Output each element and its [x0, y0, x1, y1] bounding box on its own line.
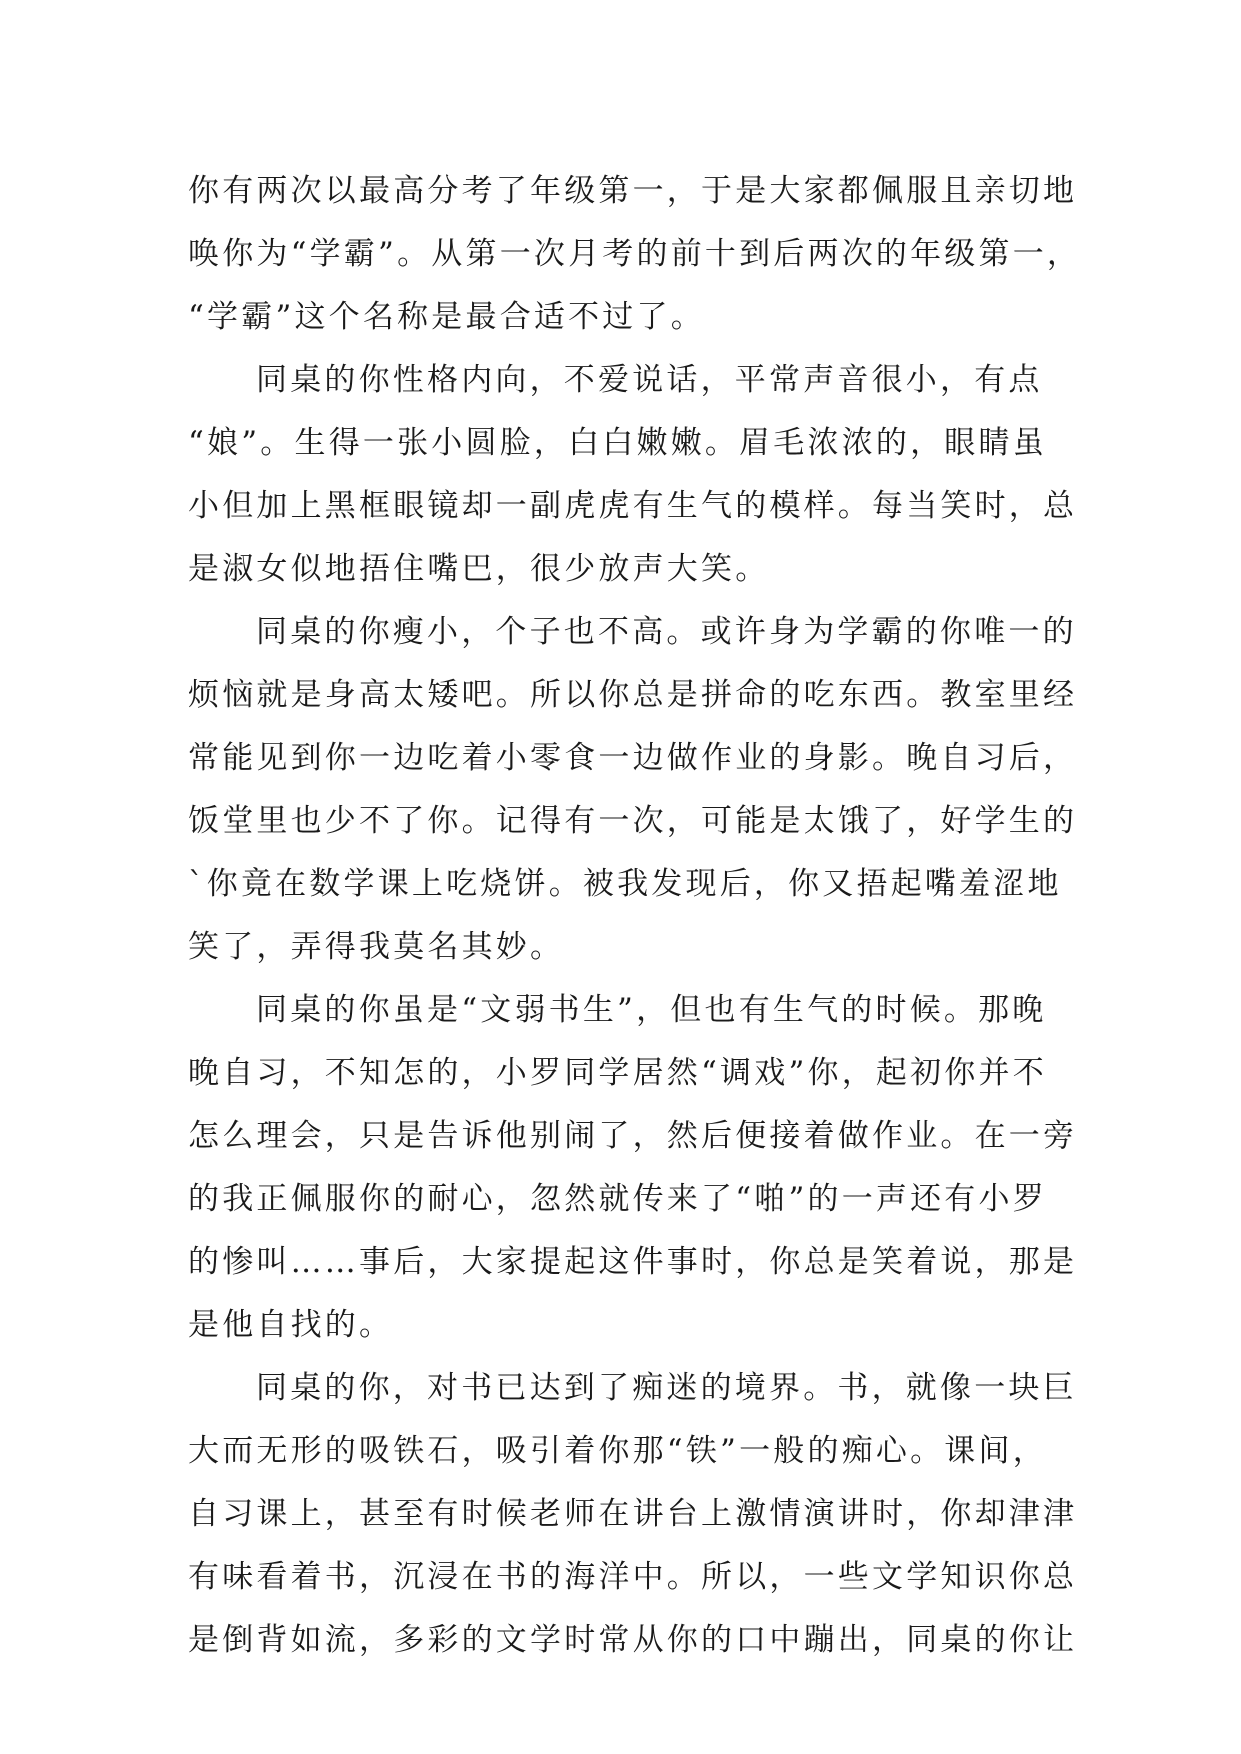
text-line: 是淑女似地捂住嘴巴，很少放声大笑。: [188, 551, 770, 587]
text-line: 怎么理会，只是告诉他别闹了，然后便接着做作业。在一旁: [188, 1118, 1078, 1154]
text-line: 有味看着书，沉浸在书的海洋中。所以，一些文学知识你总: [188, 1559, 1078, 1595]
essay-body: [188, 160, 1088, 1672]
text-line: 是倒背如流，多彩的文学时常从你的口中蹦出，同桌的你让: [188, 1622, 1078, 1658]
text-line: “学霸”这个名称是最合适不过了。: [188, 299, 705, 335]
text-line: 同桌的你性格内向，不爱说话，平常声音很小，有点: [256, 362, 1043, 398]
text-line: 饭堂里也少不了你。记得有一次，可能是太饿了，好学生的: [188, 803, 1078, 839]
text-line: 笑了，弄得我莫名其妙。: [188, 929, 565, 965]
text-line: 大而无形的吸铁石，吸引着你那“铁”一般的痴心。课间，: [188, 1433, 1047, 1469]
text-line: 同桌的你瘦小，个子也不高。或许身为学霸的你唯一的: [256, 614, 1077, 650]
text-line: 你有两次以最高分考了年级第一，于是大家都佩服且亲切地: [188, 173, 1078, 209]
text-line: 自习课上，甚至有时候老师在讲台上激情演讲时，你却津津: [188, 1496, 1078, 1532]
text-line: 的我正佩服你的耐心，忽然就传来了“啪”的一声还有小罗: [188, 1181, 1047, 1217]
text-line: “娘”。生得一张小圆脸，白白嫩嫩。眉毛浓浓的，眼睛虽: [188, 425, 1047, 461]
text-line: 晚自习，不知怎的，小罗同学居然“调戏”你，起初你并不: [188, 1055, 1047, 1091]
text-line: 唤你为“学霸”。从第一次月考的前十到后两次的年级第一，: [188, 236, 1082, 272]
text-line: 是他自找的。: [188, 1307, 394, 1343]
text-line: 同桌的你虽是“文弱书生”，但也有生气的时候。那晚: [256, 992, 1047, 1028]
text-line: 的惨叫……事后，大家提起这件事时，你总是笑着说，那是: [188, 1244, 1078, 1280]
text-line: 小但加上黑框眼镜却一副虎虎有生气的模样。每当笑时，总: [188, 488, 1078, 524]
text-line: 常能见到你一边吃着小零食一边做作业的身影。晚自习后，: [188, 740, 1078, 776]
text-line: 同桌的你，对书已达到了痴迷的境界。书，就像一块巨: [256, 1370, 1077, 1406]
text-line: `你竟在数学课上吃烧饼。被我发现后，你又捂起嘴羞涩地: [188, 866, 1062, 902]
text-line: 烦恼就是身高太矮吧。所以你总是拼命的吃东西。教室里经: [188, 677, 1078, 713]
